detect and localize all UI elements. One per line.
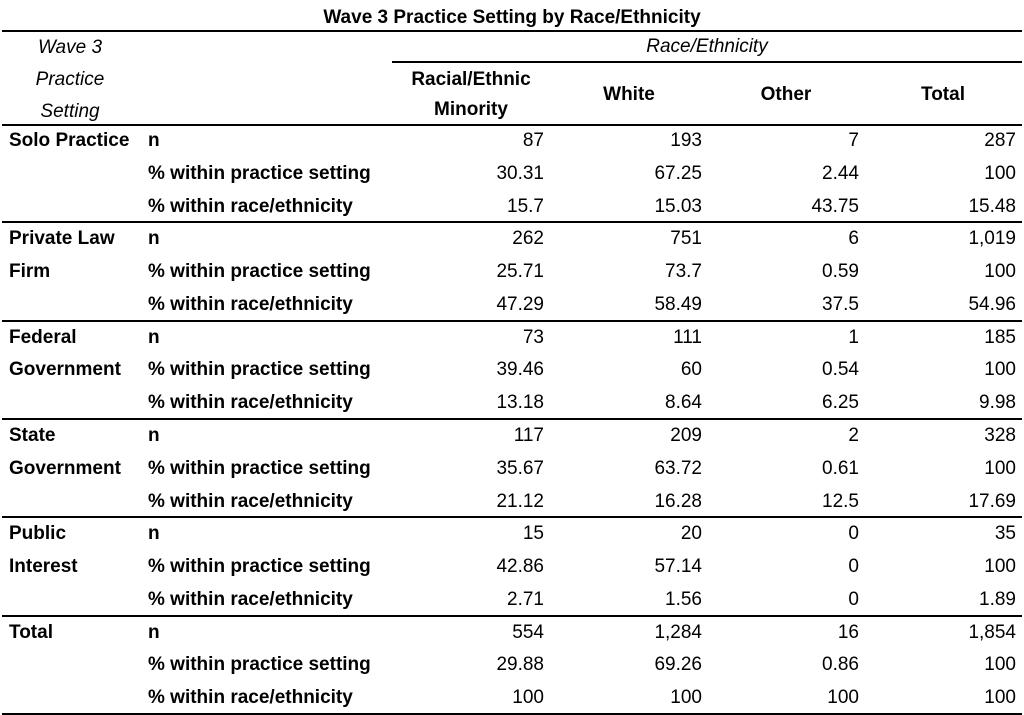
value-cell-total: 15.48	[968, 195, 1016, 217]
value-cell-white: 58.49	[654, 293, 702, 315]
value-cell-total: 328	[984, 424, 1016, 446]
value-cell-minority: 39.46	[496, 359, 544, 381]
statistic-label: n	[148, 621, 160, 643]
statistic-label: % within practice setting	[148, 556, 371, 577]
value-cell-minority: 47.29	[496, 293, 544, 315]
value-cell-white: 209	[670, 424, 702, 446]
value-cell-minority: 13.18	[496, 392, 544, 414]
value-cell-other: 2.44	[822, 162, 859, 184]
value-cell-white: 193	[670, 130, 702, 151]
practice-setting-line: Total	[9, 621, 53, 643]
value-cell-other: 0.59	[822, 261, 859, 283]
row-header-line: Setting	[40, 101, 100, 122]
value-cell-white: 15.03	[654, 195, 702, 217]
value-cell-total: 9.98	[979, 392, 1016, 414]
practice-setting-line: Solo Practice	[9, 130, 130, 151]
value-cell-total: 17.69	[968, 490, 1016, 512]
value-cell-total: 100	[984, 359, 1016, 381]
bottom-rule	[2, 713, 1022, 715]
value-cell-minority: 117	[513, 424, 544, 446]
practice-setting-line: State	[9, 424, 56, 446]
practice-setting-label	[9, 322, 149, 388]
value-cell-minority: 35.67	[496, 457, 544, 479]
value-cell-other: 0	[848, 556, 859, 577]
value-cell-minority: 73	[522, 326, 544, 348]
value-cell-other: 6.25	[822, 392, 859, 414]
practice-setting-line: Interest	[9, 555, 78, 577]
practice-setting-line: Federal	[9, 326, 77, 348]
value-cell-other: 6	[848, 228, 859, 250]
value-cell-total: 1.89	[979, 588, 1016, 610]
value-cell-white: 60	[680, 359, 702, 381]
value-cell-minority: 100	[512, 687, 544, 709]
value-cell-white: 100	[670, 687, 702, 709]
value-cell-minority: 30.31	[496, 162, 544, 184]
practice-setting-label	[9, 223, 149, 289]
practice-setting-label	[9, 420, 149, 486]
col-header-other: Other	[760, 84, 812, 105]
value-cell-total: 54.96	[968, 293, 1016, 315]
value-cell-total: 100	[984, 457, 1016, 479]
value-cell-other: 43.75	[811, 195, 859, 217]
statistic-label: n	[148, 326, 160, 348]
statistic-label: n	[148, 228, 160, 250]
value-cell-white: 63.72	[654, 457, 702, 479]
value-cell-minority: 262	[512, 228, 544, 250]
row-header-line: Wave 3	[37, 37, 103, 58]
value-cell-white: 73.7	[665, 261, 702, 283]
statistic-label: n	[148, 424, 160, 446]
statistic-label: % within race/ethnicity	[148, 293, 353, 315]
statistic-label: % within race/ethnicity	[148, 490, 353, 512]
value-cell-white: 67.25	[654, 162, 702, 184]
value-cell-white: 111	[673, 326, 702, 348]
value-cell-other: 0	[848, 523, 859, 545]
value-cell-other: 0.86	[822, 654, 859, 676]
row-header-label	[2, 32, 138, 128]
column-group-rule	[392, 61, 1022, 63]
practice-setting-line: Government	[9, 359, 121, 381]
value-cell-other: 2	[848, 424, 859, 446]
statistic-label: % within race/ethnicity	[148, 195, 353, 217]
statistic-label: n	[148, 523, 160, 545]
value-cell-minority: 25.71	[496, 261, 544, 283]
statistic-label: % within race/ethnicity	[148, 392, 353, 414]
value-cell-white: 16.28	[654, 490, 702, 512]
value-cell-white: 8.64	[665, 392, 702, 414]
col-header-minority-label: Racial/Ethnic Minority	[411, 69, 531, 120]
table-title: Wave 3 Practice Setting by Race/Ethnicity	[323, 7, 701, 28]
value-cell-other: 0.54	[822, 359, 859, 381]
practice-setting-line: Public	[9, 523, 67, 545]
statistic-label: % within practice setting	[148, 261, 371, 283]
value-cell-total: 1,854	[968, 621, 1016, 643]
value-cell-white: 751	[670, 228, 702, 250]
value-cell-white: 69.26	[654, 654, 702, 676]
value-cell-minority: 21.12	[496, 490, 544, 512]
statistic-label: % within race/ethnicity	[148, 588, 353, 610]
value-cell-total: 100	[984, 261, 1016, 283]
column-group-label: Race/Ethnicity	[646, 36, 768, 57]
value-cell-total: 1,019	[968, 228, 1016, 250]
statistic-label: n	[148, 130, 160, 151]
practice-setting-line: Firm	[9, 261, 51, 283]
statistic-label: % within practice setting	[148, 359, 371, 381]
statistic-label: % within practice setting	[148, 457, 371, 479]
value-cell-minority: 15	[522, 523, 544, 545]
value-cell-total: 35	[994, 523, 1016, 545]
value-cell-minority: 15.7	[507, 195, 544, 217]
practice-setting-label	[9, 125, 149, 158]
value-cell-other: 0	[848, 588, 859, 610]
value-cell-total: 100	[984, 654, 1016, 676]
col-header-minority	[392, 64, 550, 126]
value-cell-other: 12.5	[822, 490, 859, 512]
practice-setting-label	[9, 617, 149, 650]
col-header-total: Total	[921, 84, 965, 105]
value-cell-total: 185	[984, 326, 1016, 348]
value-cell-total: 100	[984, 556, 1016, 577]
value-cell-total: 100	[984, 162, 1016, 184]
value-cell-minority: 42.86	[496, 556, 544, 577]
value-cell-other: 7	[848, 130, 859, 151]
value-cell-other: 0.61	[822, 457, 859, 479]
value-cell-other: 16	[837, 621, 859, 643]
statistic-label: % within race/ethnicity	[148, 687, 353, 709]
value-cell-white: 20	[680, 523, 702, 545]
value-cell-white: 57.14	[654, 556, 702, 577]
value-cell-minority: 87	[522, 130, 544, 151]
value-cell-minority: 554	[512, 621, 544, 643]
col-header-white: White	[603, 84, 655, 105]
practice-setting-line: Government	[9, 457, 121, 479]
value-cell-white: 1.56	[665, 588, 702, 610]
value-cell-other: 37.5	[822, 293, 859, 315]
value-cell-white: 1,284	[654, 621, 702, 643]
statistic-label: % within practice setting	[148, 162, 371, 184]
value-cell-total: 100	[984, 687, 1016, 709]
value-cell-minority: 29.88	[496, 654, 544, 676]
statistic-label: % within practice setting	[148, 654, 371, 676]
row-header-line: Practice	[35, 69, 105, 90]
practice-setting-label	[9, 518, 149, 584]
value-cell-total: 287	[984, 130, 1016, 151]
value-cell-other: 1	[848, 326, 859, 348]
value-cell-other: 100	[827, 687, 859, 709]
practice-setting-line: Private Law	[9, 228, 115, 250]
value-cell-minority: 2.71	[507, 588, 544, 610]
